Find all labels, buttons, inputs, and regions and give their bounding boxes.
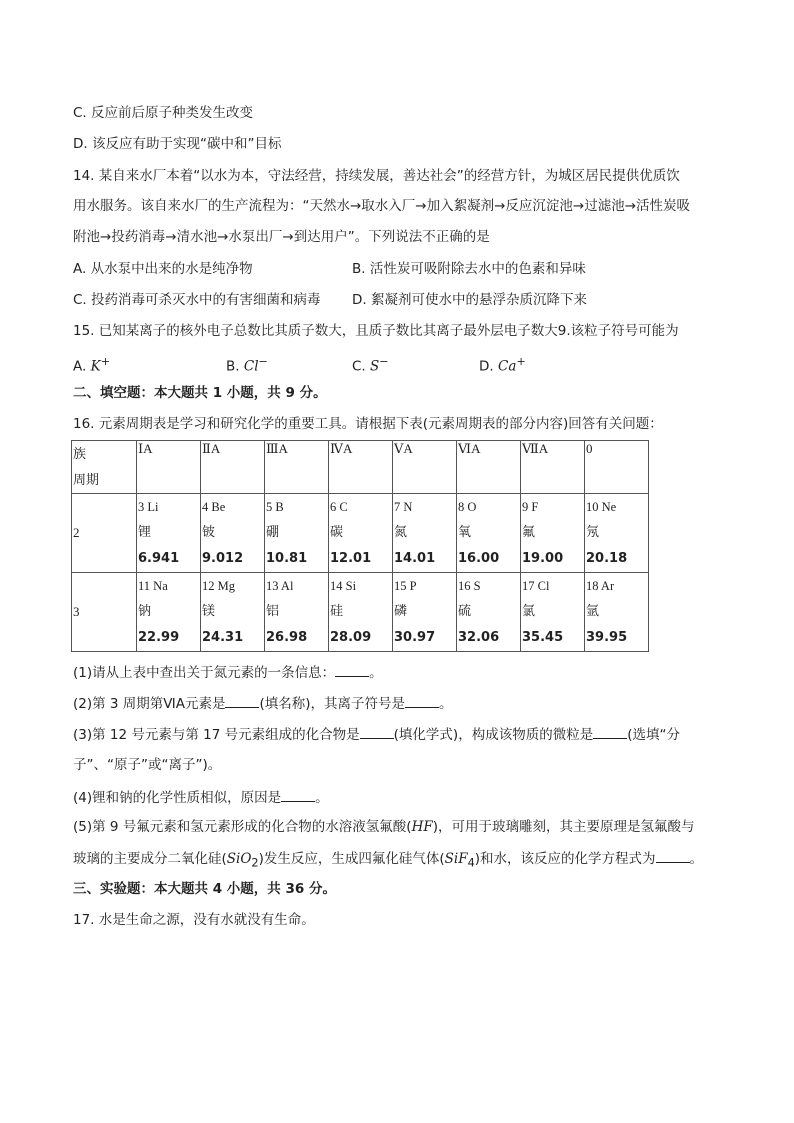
q16-part-2: (2)第 3 周期第ⅥA元素是 (填名称)，其离子符号是 。 (73, 696, 453, 712)
answer-blank[interactable] (405, 694, 439, 708)
element-cell: 9 F 氟 19.00 (521, 494, 585, 573)
q15-option-d: D. Ca+ (479, 355, 526, 375)
element-cell: 12 Mg 镁 24.31 (201, 573, 265, 652)
element-cell: 17 Cl 氯 35.45 (521, 573, 585, 652)
group-header: ⅤA (393, 441, 457, 494)
group-header: ⅠA (137, 441, 201, 494)
period-label: 2 (72, 494, 137, 573)
answer-blank[interactable] (225, 694, 259, 708)
group-header: ⅡA (201, 441, 265, 494)
q14-stem-line2: 用水服务。该自来水厂的生产流程为：“天然水→取水入厂→加入絮凝剂→反应沉淀池→过滤池→活性炭吸 (73, 198, 691, 214)
periodic-table (71, 440, 649, 652)
q16-part-5-cont: 玻璃的主要成分二氧化硅(SiO$_2$)发生反应，生成四氟化硅气体(SiF$_4$)和水，该反应的化学方程式为 。 (73, 851, 704, 870)
q14-option-b: B. 活性炭可吸附除去水中的色素和异味 (352, 261, 586, 277)
element-cell: 11 Na 钠 22.99 (137, 573, 201, 652)
answer-blank[interactable] (281, 788, 315, 802)
q16-part-1: (1)请从上表中查出关于氮元素的一条信息： 。 (73, 665, 383, 681)
group-header: 0 (585, 441, 649, 494)
element-cell: 13 Al 铝 26.98 (265, 573, 329, 652)
answer-blank[interactable] (360, 725, 394, 739)
group-header: ⅢA (265, 441, 329, 494)
q16-part-3-cont: 子”、“原子”或“离子”)。 (73, 757, 222, 773)
section-2-heading: 二、填空题：本大题共 1 小题，共 9 分。 (73, 385, 327, 401)
q16-part-4: (4)锂和钠的化学性质相似，原因是 。 (73, 790, 329, 806)
answer-blank[interactable] (593, 725, 627, 739)
q14-option-d: D. 絮凝剂可使水中的悬浮杂质沉降下来 (352, 292, 587, 308)
group-header: ⅥA (457, 441, 521, 494)
element-cell: 10 Ne 氖 20.18 (585, 494, 649, 573)
group-header: ⅦA (521, 441, 585, 494)
element-cell: 16 S 硫 32.06 (457, 573, 521, 652)
period-label: 3 (72, 573, 137, 652)
q15-stem: 15. 已知某离子的核外电子总数比其质子数大，且质子数比其离子最外层电子数大9.该粒子符号可能为 (73, 323, 679, 339)
header-zu: 族 (73, 446, 87, 461)
element-cell: 6 C 碳 12.01 (329, 494, 393, 573)
element-cell: 7 N 氮 14.01 (393, 494, 457, 573)
element-cell: 15 P 磷 30.97 (393, 573, 457, 652)
q16-part-5: (5)第 9 号氟元素和氢元素形成的化合物的水溶液氢氟酸(HF)，可用于玻璃雕刻，其主要原理是氢氟酸与 (73, 819, 695, 835)
q14-stem-line3: 附池→投药消毒→清水池→水泵出厂→到达用户”。下列说法不正确的是 (73, 229, 490, 245)
element-cell: 14 Si 硅 28.09 (329, 573, 393, 652)
group-header: ⅣA (329, 441, 393, 494)
q14-option-c: C. 投药消毒可杀灭水中的有害细菌和病毒 (73, 292, 321, 308)
header-zhouqi: 周期 (73, 472, 100, 487)
q16-part-3: (3)第 12 号元素与第 17 号元素组成的化合物是 (填化学式)，构成该物质的微粒是 (选填“分 (73, 727, 680, 743)
element-cell: 3 Li 锂 6.941 (137, 494, 201, 573)
period-row (72, 494, 649, 573)
corner-cell (72, 441, 137, 494)
q13-option-c: C. 反应前后原子种类发生改变 (73, 105, 254, 121)
q13-option-d: D. 该反应有助于实现“碳中和”目标 (73, 136, 282, 152)
q17-stem: 17. 水是生命之源，没有水就没有生命。 (73, 912, 315, 928)
q16-stem: 16. 元素周期表是学习和研究化学的重要工具。请根据下表(元素周期表的部分内容)回答有关问题： (73, 416, 663, 432)
element-cell: 5 B 硼 10.81 (265, 494, 329, 573)
section-3-heading: 三、实验题：本大题共 4 小题，共 36 分。 (73, 881, 336, 897)
element-cell: 4 Be 铍 9.012 (201, 494, 265, 573)
q15-option-c: C. S− (352, 355, 389, 375)
q14-option-a: A. 从水泵中出来的水是纯净物 (73, 261, 253, 277)
q14-stem-line1: 14. 某自来水厂本着“以水为本，守法经营，持续发展，善达社会”的经营方针，为城区居民提供优质饮 (73, 168, 680, 184)
q15-option-b: B. Cl− (226, 355, 268, 375)
answer-blank[interactable] (656, 849, 690, 863)
element-cell: 18 Ar 氩 39.95 (585, 573, 649, 652)
answer-blank[interactable] (335, 663, 369, 677)
table-header-row (72, 441, 649, 494)
period-row (72, 573, 649, 652)
element-cell: 8 O 氧 16.00 (457, 494, 521, 573)
q15-option-a: A. K+ (73, 355, 111, 375)
